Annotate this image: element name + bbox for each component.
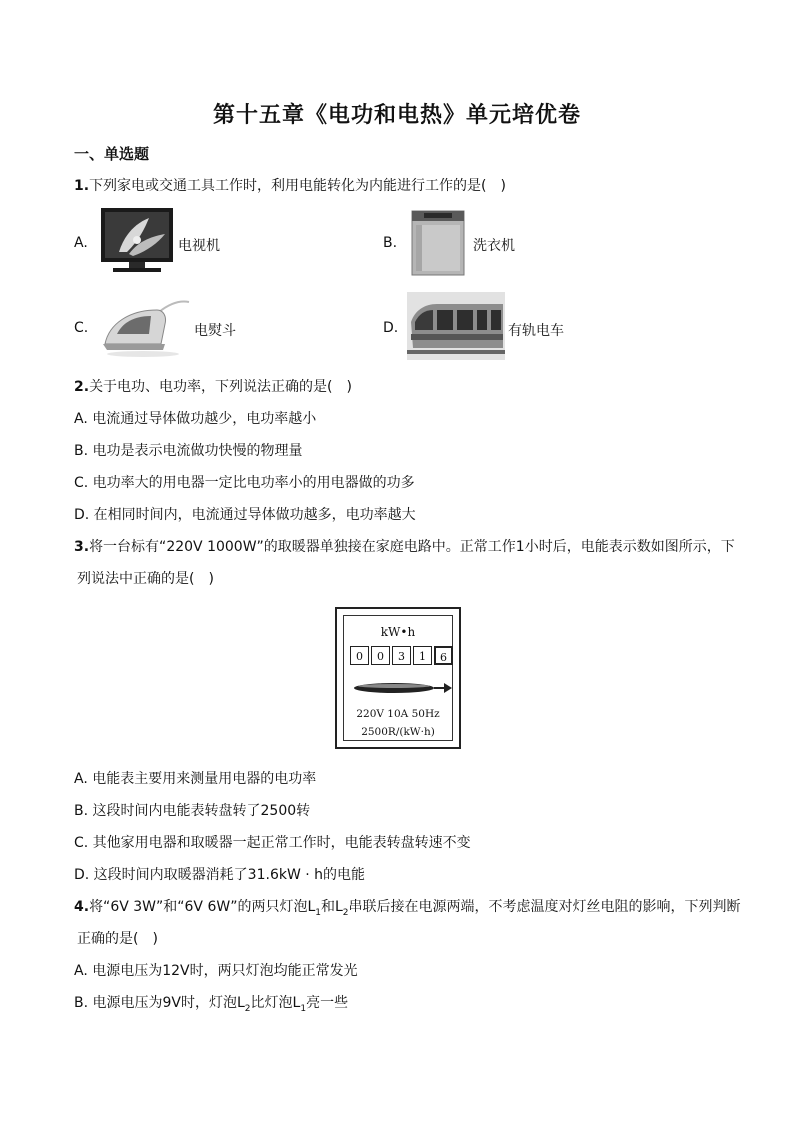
question-4-number: 4. <box>74 899 90 915</box>
subscript: 2 <box>342 907 349 918</box>
question-3-text-line2: 列说法中正确的是( ) <box>77 571 214 587</box>
q4-option-b-text-b: 比灯泡L <box>250 995 301 1011</box>
tv-icon <box>99 206 175 274</box>
q1-option-d-label: 有轨电车 <box>508 323 564 339</box>
subscript: 1 <box>315 907 321 918</box>
question-2-text: 关于电功、电功率，下列说法正确的是( ) <box>89 379 352 395</box>
q4-option-b-text-c: 亮一些 <box>306 995 349 1011</box>
meter-spec-rating: 220V 10A 50Hz <box>356 708 440 720</box>
q1-option-b-letter: B. <box>383 235 398 251</box>
meter-digit: 3 <box>392 646 411 665</box>
q4-option-b <box>74 993 348 1019</box>
page-title: 第十五章《电功和电热》单元培优卷 <box>212 102 581 128</box>
question-3-text-line1: 将一台标有“220V 1000W”的取暖器单独接在家庭电路中。正常工作1小时后，电能表示数如图所示，下 <box>89 539 735 555</box>
electricity-meter <box>335 607 461 749</box>
question-4-text-line2: 正确的是( ) <box>77 931 158 947</box>
question-2-stem <box>74 377 352 397</box>
question-3-number: 3. <box>74 539 90 555</box>
q2-option-b: B. 电功是表示电流做功快慢的物理量 <box>74 443 303 459</box>
question-1-text: 下列家电或交通工具工作时，利用电能转化为内能进行工作的是( ) <box>89 178 506 194</box>
meter-spec-revolutions: 2500R/(kW·h) <box>361 726 435 738</box>
question-1-stem <box>74 176 506 196</box>
q1-option-a-letter: A. <box>74 235 88 251</box>
meter-face <box>343 615 453 741</box>
meter-rotor-disc-icon <box>348 676 452 700</box>
question-1-number: 1. <box>74 178 90 194</box>
q1-option-d-letter: D. <box>383 320 399 336</box>
question-4-text-c: 串联后接在电源两端，不考虑温度对灯丝电阻的影响，下列判断 <box>348 899 741 915</box>
meter-digit: 0 <box>350 646 369 665</box>
question-4-text-a: 将“6V 3W”和“6V 6W”的两只灯泡L <box>89 899 316 915</box>
meter-digits <box>350 646 455 665</box>
q2-option-a: A. 电流通过导体做功越少，电功率越小 <box>74 411 317 427</box>
meter-unit: kW•h <box>380 625 416 639</box>
meter-digit-decimal: 6 <box>434 646 453 665</box>
q1-option-a-label: 电视机 <box>178 238 220 254</box>
question-2-number: 2. <box>74 379 90 395</box>
washing-machine-icon <box>408 205 468 277</box>
q3-option-b: B. 这段时间内电能表转盘转了2500转 <box>74 803 311 819</box>
question-4-text-b: 和L <box>320 899 343 915</box>
section-heading: 一、单选题 <box>74 145 150 163</box>
subscript: 1 <box>300 1003 307 1014</box>
tram-icon <box>407 292 505 360</box>
q1-option-b-label: 洗衣机 <box>473 238 515 254</box>
q4-option-a: A. 电源电压为12V时，两只灯泡均能正常发光 <box>74 963 358 979</box>
q3-option-d: D. 这段时间内取暖器消耗了31.6kW · h的电能 <box>74 867 366 883</box>
q4-option-b-text-a: B. 电源电压为9V时，灯泡L <box>74 995 245 1011</box>
subscript: 2 <box>244 1003 251 1014</box>
q3-option-c: C. 其他家用电器和取暖器一起正常工作时，电能表转盘转速不变 <box>74 835 471 851</box>
meter-digit: 0 <box>371 646 390 665</box>
q3-option-a: A. 电能表主要用来测量用电器的电功率 <box>74 771 317 787</box>
question-3-stem <box>74 537 735 557</box>
q1-option-c-label: 电熨斗 <box>194 323 236 339</box>
q1-option-c-letter: C. <box>74 320 89 336</box>
meter-digit: 1 <box>413 646 432 665</box>
question-4-stem <box>74 897 741 923</box>
q2-option-d: D. 在相同时间内，电流通过导体做功越多，电功率越大 <box>74 507 416 523</box>
iron-icon <box>99 294 191 358</box>
q2-option-c: C. 电功率大的用电器一定比电功率小的用电器做的功多 <box>74 475 415 491</box>
